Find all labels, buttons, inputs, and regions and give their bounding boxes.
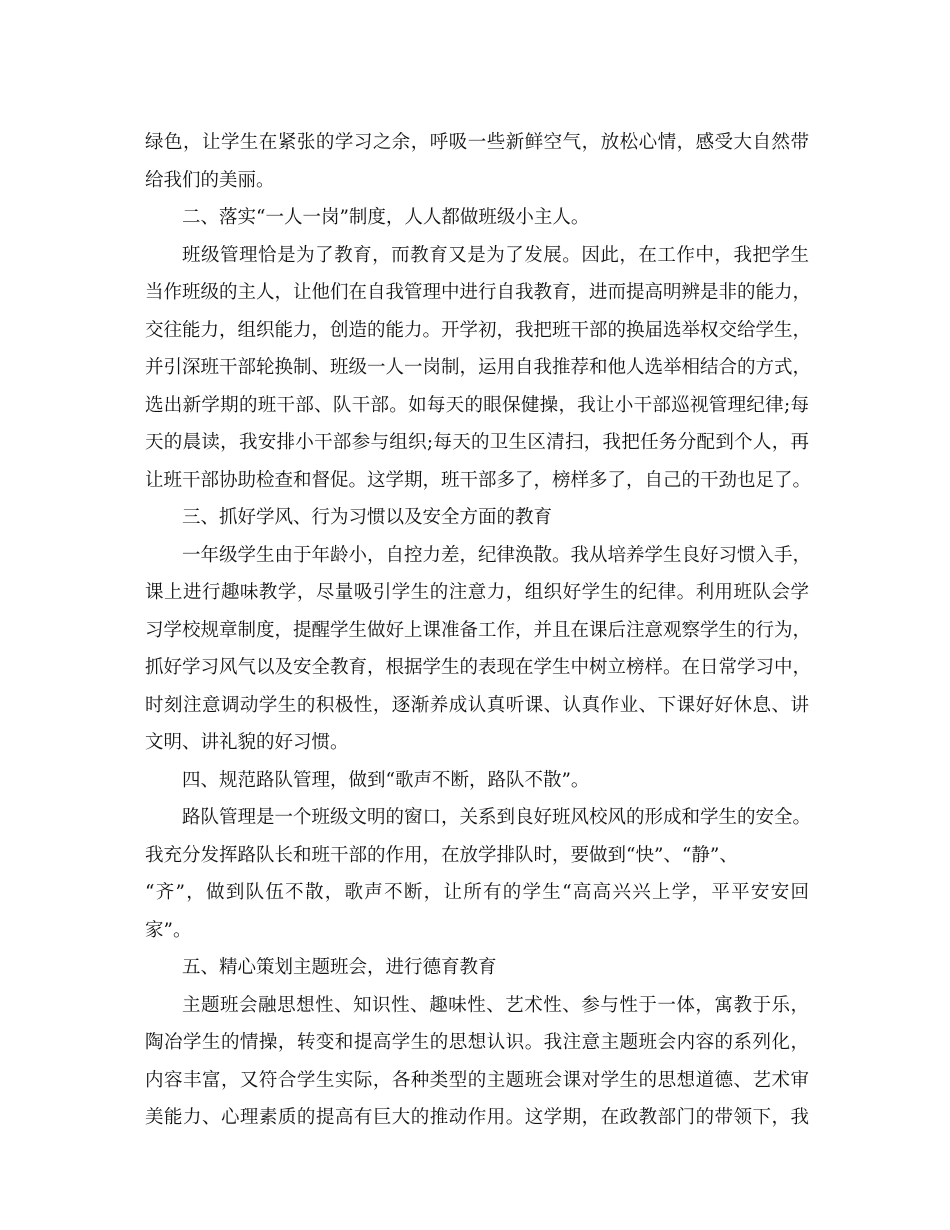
text-line: 路队管理是一个班级文明的窗口，关系到良好班风校风的形成和学生的安全。	[182, 807, 812, 828]
section-heading: 三、抓好学风、行为习惯以及安全方面的教育	[182, 507, 553, 528]
text-line: 我充分发挥路队长和班干部的作用，在放学排队时，要做到“快”、“静”、	[145, 844, 738, 866]
text-line: 陶冶学生的情操，转变和提高学生的思想认识。我注意主题班会内容的系列化，	[145, 1032, 809, 1053]
text-line: 内容丰富，又符合学生实际，各种类型的主题班会课对学生的思想道德、艺术审	[145, 1069, 809, 1091]
text-line: 天的晨读，我安排小干部参与组织;每天的卫生区清扫，我把任务分配到个人，再	[145, 432, 809, 453]
text-line: 美能力、心理素质的提高有巨大的推动作用。这学期，在政教部门的带领下，我	[145, 1107, 809, 1128]
document-body	[145, 124, 812, 1137]
text-line: 绿色，让学生在紧张的学习之余，呼吸一些新鲜空气，放松心情，感受大自然带	[145, 132, 809, 153]
text-line: 习学校规章制度，提醒学生做好上课准备工作，并且在课后注意观察学生的行为，	[145, 619, 812, 641]
section-heading: 四、规范路队管理，做到“歌声不断，路队不散”。	[182, 769, 590, 791]
text-line: 抓好学习风气以及安全教育，根据学生的表现在学生中树立榜样。在日常学习中，	[145, 657, 812, 678]
section-heading: 五、精心策划主题班会，进行德育教育	[182, 957, 497, 978]
text-line: 班级管理恰是为了教育，而教育又是为了发展。因此，在工作中，我把学生	[182, 244, 809, 266]
text-line: “齐”，做到队伍不散，歌声不断，让所有的学生“高高兴兴上学，平平安安回	[145, 882, 809, 903]
text-line: 一年级学生由于年龄小，自控力差，纪律涣散。我从培养学生良好习惯入手，	[182, 544, 812, 566]
text-line: 文明、讲礼貌的好习惯。	[145, 732, 349, 753]
text-line: 给我们的美丽。	[145, 169, 275, 191]
text-line: 课上进行趣味教学，尽量吸引学生的注意力，组织好学生的纪律。利用班队会学	[145, 582, 809, 603]
text-line: 让班干部协助检查和督促。这学期，班干部多了，榜样多了，自己的干劲也足了。	[145, 469, 812, 491]
text-line: 选出新学期的班干部、队干部。如每天的眼保健操，我让小干部巡视管理纪律;每	[145, 394, 809, 416]
text-line: 时刻注意调动学生的积极性，逐渐养成认真听课、认真作业、下课好好休息、讲	[145, 694, 809, 716]
text-line: 家”。	[145, 919, 192, 941]
text-line: 当作班级的主人，让他们在自我管理中进行自我教育，进而提高明辨是非的能力，	[145, 282, 812, 303]
section-heading: 二、落实“一人一岗”制度，人人都做班级小主人。	[182, 207, 590, 228]
text-line: 并引深班干部轮换制、班级一人一岗制，运用自我推荐和他人选举相结合的方式，	[145, 357, 812, 378]
text-line: 交往能力，组织能力，创造的能力。开学初，我把班干部的换届选举权交给学生，	[145, 319, 812, 341]
text-line: 主题班会融思想性、知识性、趣味性、艺术性、参与性于一体，寓教于乐，	[182, 994, 809, 1016]
